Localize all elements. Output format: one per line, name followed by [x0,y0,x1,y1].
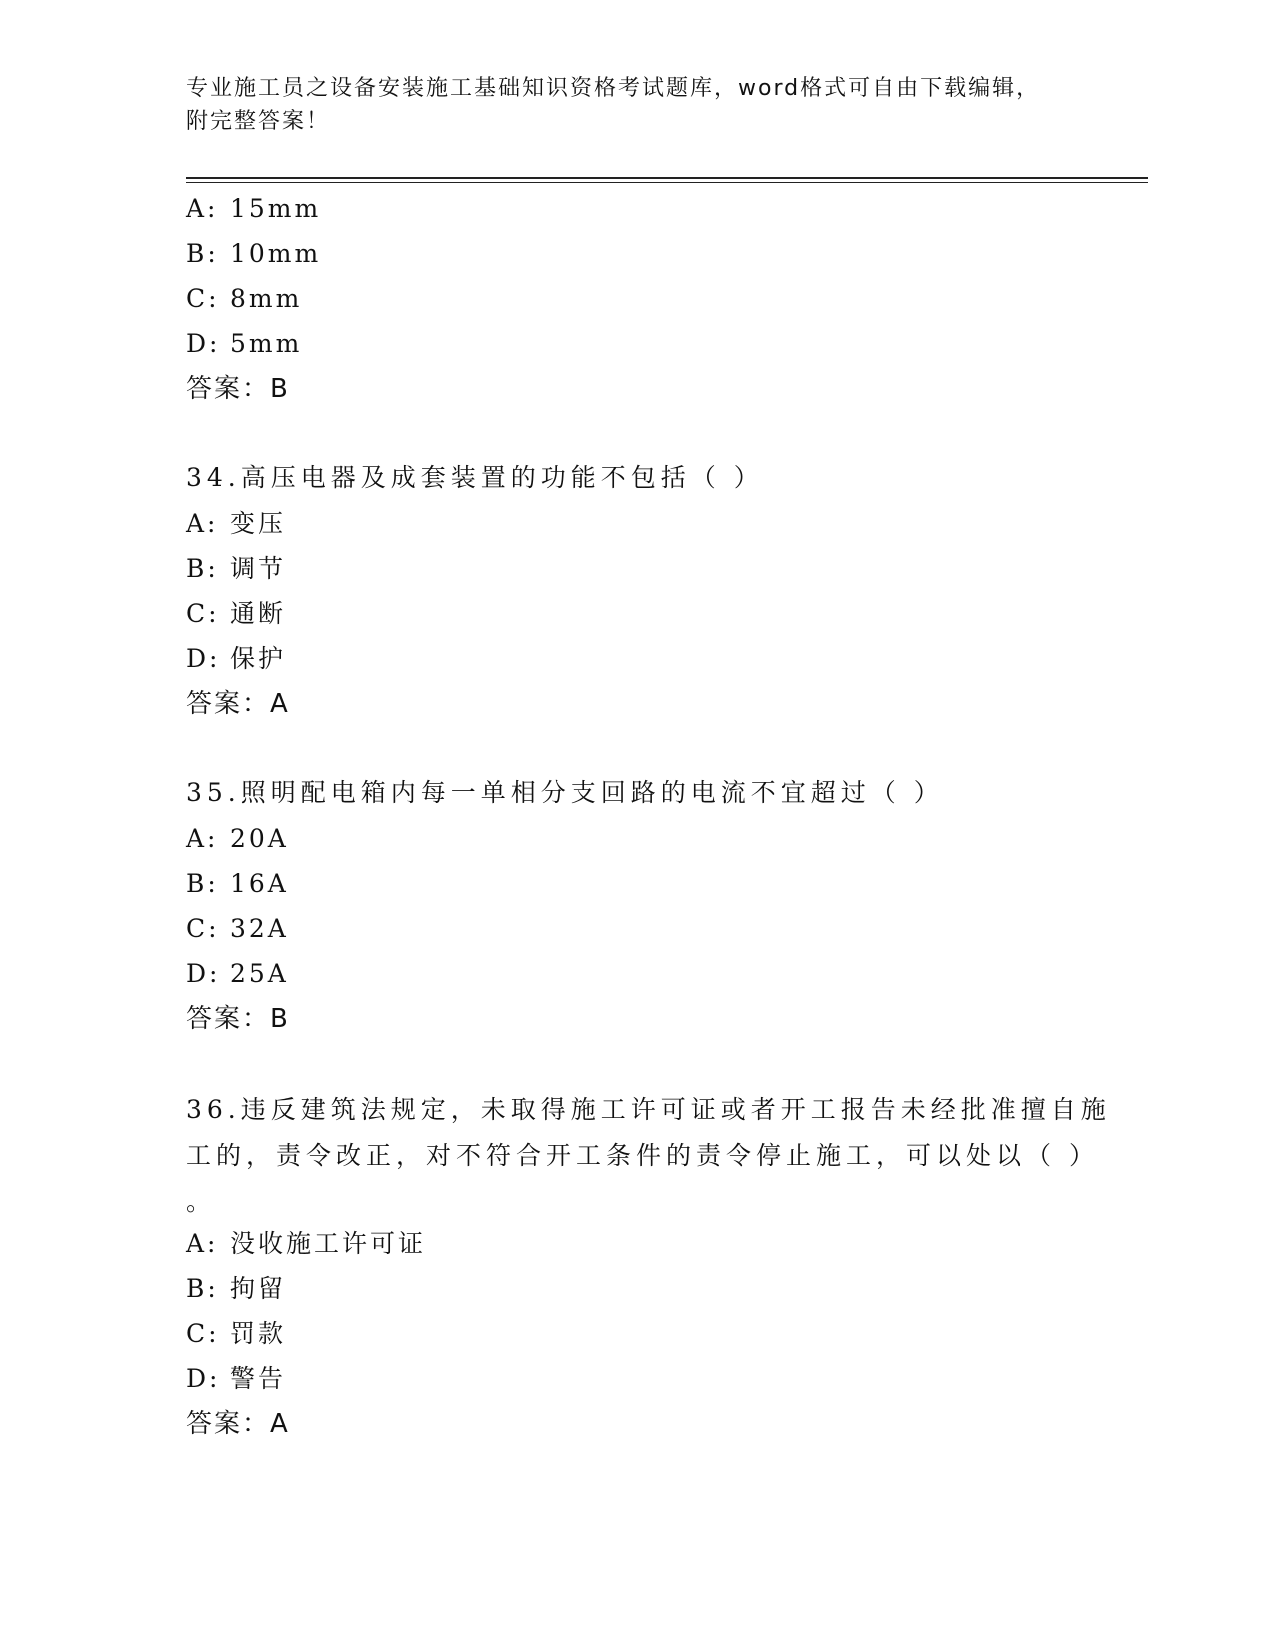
q34-option-a [186,508,286,540]
q34-option-c [186,598,286,630]
option-text: 15mm [230,194,322,223]
header-divider-thick [186,177,1148,179]
option-label: D: [186,644,221,673]
option-text: 调节 [230,554,287,583]
option-text: 32A [230,914,289,943]
option-label: D: [186,1364,221,1393]
option-label: C: [186,599,220,628]
q36-option-a [186,1228,426,1260]
option-label: D: [186,959,221,988]
option-text: 罚款 [230,1319,287,1348]
option-label: C: [186,284,220,313]
option-text: 8mm [230,284,303,313]
option-text: 变压 [230,509,287,538]
q33-answer: 答案：B [186,374,290,404]
header-line-2: 附完整答案！ [186,109,331,134]
q35-answer: 答案：B [186,1004,290,1034]
q34-option-d [186,643,286,675]
q35-option-c [186,913,289,945]
q35-question: 35.照明配电箱内每一单相分支回路的电流不宜超过（ ） [186,778,944,807]
q33-option-d [186,328,302,360]
q35-option-d [186,958,289,990]
option-text: 保护 [230,644,287,673]
option-label: A: [186,509,219,538]
q36-question-line-2: 工的，责令改正，对不符合开工条件的责令停止施工，可以处以（ ） [186,1141,1099,1170]
q36-option-b [186,1273,286,1305]
q34-option-b [186,553,286,585]
q35-option-b [186,868,289,900]
option-text: 16A [230,869,289,898]
q33-option-c [186,283,302,315]
option-text: 25A [230,959,289,988]
document-header [186,72,1086,138]
q36-question-line-3: 。 [186,1187,217,1216]
option-label: A: [186,194,219,223]
option-label: C: [186,914,220,943]
option-label: B: [186,869,219,898]
q36-option-d [186,1363,286,1395]
option-label: A: [186,824,219,853]
option-label: C: [186,1319,220,1348]
option-text: 拘留 [230,1274,287,1303]
q34-question: 34.高压电器及成套装置的功能不包括（ ） [186,463,764,492]
option-text: 5mm [230,329,303,358]
option-label: B: [186,239,219,268]
option-text: 通断 [230,599,287,628]
option-label: B: [186,554,219,583]
q36-option-c [186,1318,286,1350]
header-divider-thin [186,182,1148,183]
option-label: B: [186,1274,219,1303]
option-text: 10mm [230,239,322,268]
q36-answer: 答案：A [186,1409,290,1439]
q35-option-a [186,823,289,855]
q34-answer: 答案：A [186,689,290,719]
q33-option-a [186,193,321,225]
header-line-1: 专业施工员之设备安装施工基础知识资格考试题库，word格式可自由下载编辑， [186,76,1041,101]
option-text: 警告 [230,1364,287,1393]
q33-option-b [186,238,321,270]
option-label: D: [186,329,221,358]
option-text: 20A [230,824,289,853]
option-text: 没收施工许可证 [230,1229,427,1258]
q36-question-line-1: 36.违反建筑法规定，未取得施工许可证或者开工报告未经批准擅自施 [186,1095,1111,1124]
option-label: A: [186,1229,219,1258]
